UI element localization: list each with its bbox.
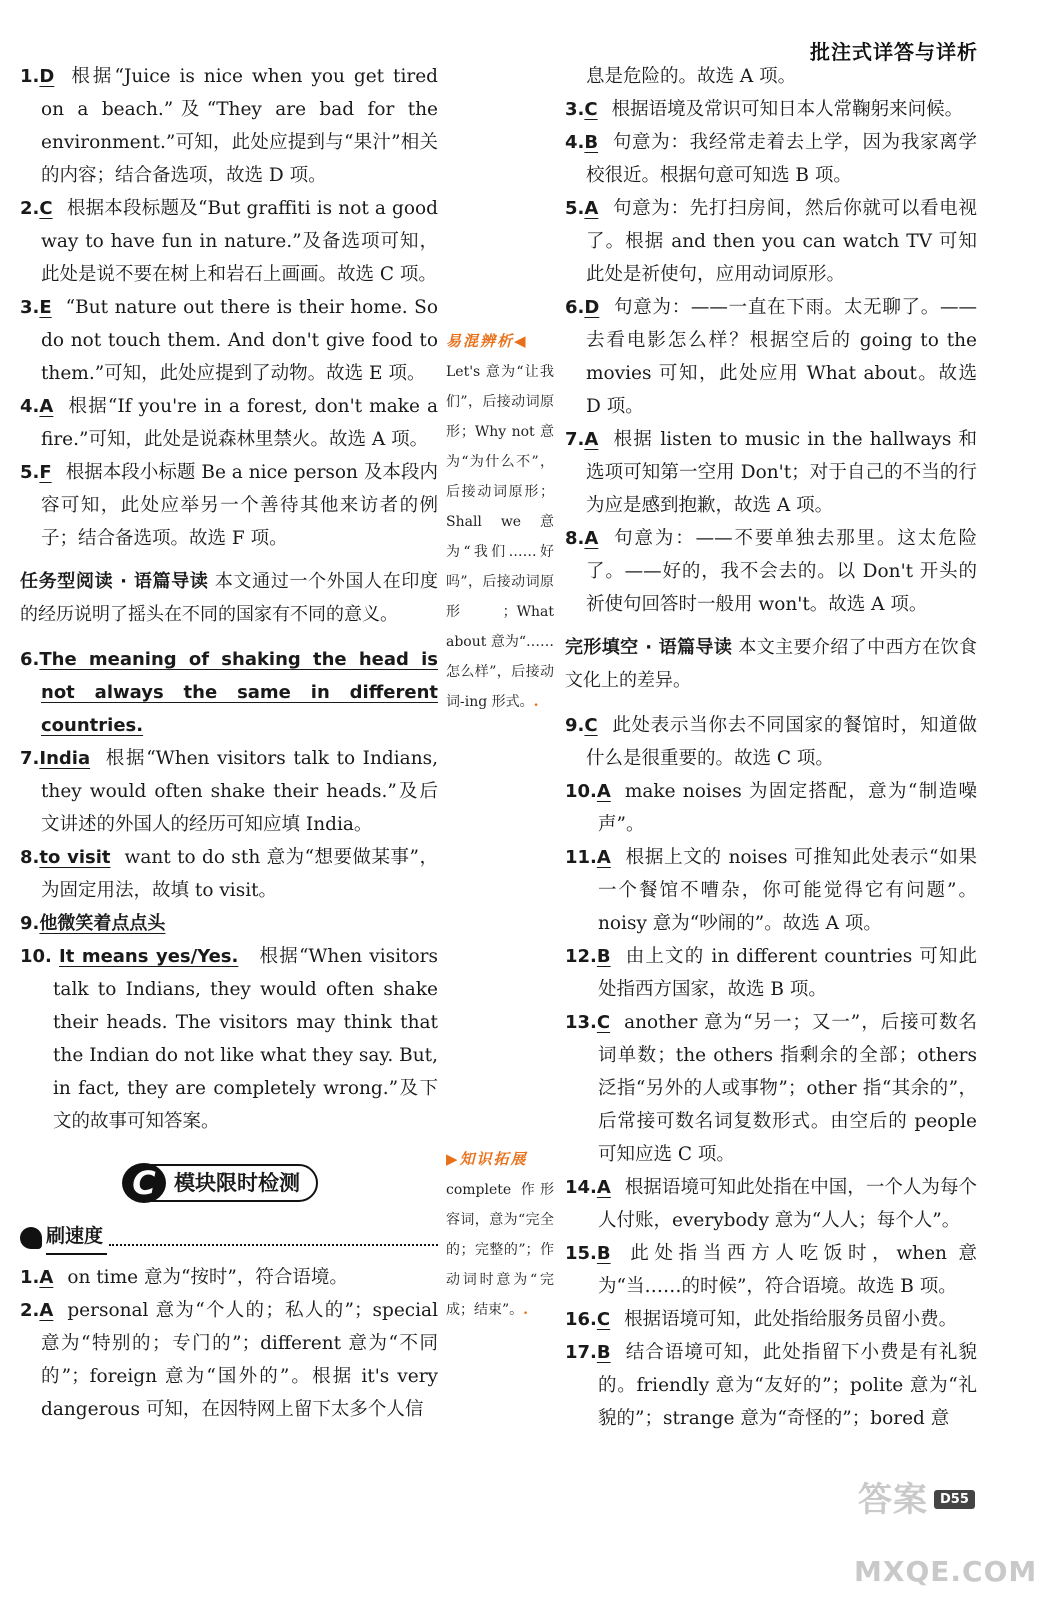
answer-number: 9. xyxy=(565,715,585,736)
answer-item xyxy=(20,291,438,390)
left-answer-list-a xyxy=(20,60,438,555)
answer-number: 1. xyxy=(20,66,40,87)
answer-key: A xyxy=(39,1267,54,1288)
answer-key: D xyxy=(584,297,600,318)
answer-explanation: 根据“Juice is nice when you get tired on a beach.”及“They are bad for the environment.”可知，此处应提到与“果汁”相关的内容；结合备选项，故选 D 项。 xyxy=(41,66,438,186)
answer-item xyxy=(565,522,977,621)
answer-explanation: “But nature out there is their home. So do not touch them. And don't give food to them.”可知，此处应提到了动物。故选 E 项。 xyxy=(41,297,438,384)
sidenote-extension xyxy=(446,1148,554,1325)
watermark: 答案 MXQE.COM xyxy=(854,1480,1038,1588)
answer-explanation: 句意为：——不要单独去那里。这太危险了。——好的，我不会去的。以 Don't 开头的祈使句回答时一般用 won't。故选 A 项。 xyxy=(586,528,977,615)
reading-guide-title: 任务型阅读 · 语篇导读 xyxy=(20,571,209,592)
right-answer-list-b xyxy=(565,709,977,1435)
answer-explanation: 根据“When visitors talk to Indians, they would often shake their heads.”及后文讲述的外国人的经历可知应填 India。 xyxy=(41,748,438,835)
answer-item xyxy=(565,1303,977,1336)
answer-key: A xyxy=(596,847,611,868)
answer-explanation: 句意为：先打扫房间，然后你就可以看电视了。根据 and then you can watch TV 可知此处是祈使句，应用动词原形。 xyxy=(586,198,977,285)
answer-key: 他微笑着点点头 xyxy=(39,913,166,934)
answer-number: 9. xyxy=(20,913,40,934)
answer-item xyxy=(565,126,977,192)
answer-explanation: 结合语境可知，此处指留下小费是有礼貌的。friendly 意为“友好的”；polite 意为“礼貌的”；strange 意为“奇怪的”；bored 意 xyxy=(598,1342,977,1429)
answer-item xyxy=(20,60,438,192)
answer-explanation: want to do sth 意为“想要做某事”，为固定用法，故填 to visit。 xyxy=(41,847,438,901)
answer-key: It means yes/Yes. xyxy=(59,946,239,967)
dotted-divider xyxy=(109,1230,438,1246)
answer-number: 12. xyxy=(565,946,597,967)
answer-item xyxy=(20,192,438,291)
answer-key: B xyxy=(596,1243,611,1264)
answer-item xyxy=(565,1006,977,1171)
answer-item xyxy=(20,643,438,742)
answer-explanation: on time 意为“按时”，符合语境。 xyxy=(67,1267,348,1288)
answer-number: 7. xyxy=(565,429,585,450)
answer-number: 4. xyxy=(565,132,585,153)
answer-item xyxy=(565,93,977,126)
answer-number: 16. xyxy=(565,1309,597,1330)
answer-number: 11. xyxy=(565,847,597,868)
page-header-title: 批注式详答与详析 xyxy=(810,40,978,64)
answer-key: C xyxy=(596,1309,611,1330)
sidenote-confusion-text: Let's 意为“让我们”，后接动词原形；Why not 意为“为什么不”，后接动词原形；Shall we 意为“我们……好吗”，后接动词原形；What about 意为“……怎么样”，后接动词-ing 形式。. xyxy=(446,364,554,710)
answer-key: C xyxy=(39,198,53,219)
answer-explanation: 由上文的 in different countries 可知此处指西方国家，故选 B 项。 xyxy=(598,946,977,1000)
answer-key: C xyxy=(584,99,598,120)
answer-key: A xyxy=(596,781,611,802)
sidenote-confusion xyxy=(446,330,554,717)
right-answer-list-a xyxy=(565,93,977,621)
answer-item xyxy=(565,192,977,291)
answer-item xyxy=(565,775,977,841)
answer-explanation: 根据“When visitors talk to Indians, they would often shake their heads. The visitors may think that the Indian do not like what they say. But, in fact, they are completely wrong.”及下文的故事可知答案。 xyxy=(53,946,438,1132)
answer-item xyxy=(565,940,977,1006)
reading-guide xyxy=(20,565,438,631)
answer-key: D xyxy=(39,66,55,87)
left-column xyxy=(20,60,438,1426)
answer-key: F xyxy=(39,462,52,483)
speed-practice-heading xyxy=(20,1220,438,1255)
answer-item xyxy=(565,423,977,522)
answer-number: 6. xyxy=(565,297,585,318)
answer-number: 10. xyxy=(20,946,52,967)
answer-explanation: 句意为：——一直在下雨。太无聊了。——去看电影怎么样？根据空后的 going to the movies 可知，此处应用 What about。故选 D 项。 xyxy=(586,297,977,417)
answer-continuation: 息是危险的。故选 A 项。 xyxy=(586,66,797,87)
answer-explanation: 根据语境及常识可知日本人常鞠躬来问候。 xyxy=(611,99,964,120)
cloze-guide xyxy=(565,631,977,697)
answer-number: 5. xyxy=(565,198,585,219)
left-answer-list-b xyxy=(20,643,438,940)
answer-number: 3. xyxy=(565,99,585,120)
answer-explanation: 根据 listen to music in the hallways 和选项可知第一空用 Don't；对于自己的不当的行为应是感到抱歉，故选 A 项。 xyxy=(586,429,977,516)
answer-number: 2. xyxy=(20,198,40,219)
answer-number: 5. xyxy=(20,462,40,483)
speed-practice-title: 刷速度 xyxy=(46,1220,107,1255)
answer-explanation: 根据上文的 noises 可推知此处表示“如果一个餐馆不嘈杂，你可能觉得它有问题”。noisy 意为“吵闹的”。故选 A 项。 xyxy=(598,847,977,934)
answer-explanation: make noises 为固定搭配，意为“制造噪声”。 xyxy=(598,781,977,835)
answer-number: 13. xyxy=(565,1012,597,1033)
answer-explanation: 此处表示当你去不同国家的餐馆时，知道做什么是很重要的。故选 C 项。 xyxy=(586,715,977,769)
arrow-left-icon: ◀ xyxy=(514,332,528,350)
answer-key: B xyxy=(596,1342,611,1363)
answer-item xyxy=(565,1336,977,1435)
left-answer-list-c xyxy=(20,1261,438,1426)
right-column xyxy=(565,60,977,1435)
answer-key: The meaning of shaking the head is not always the same in different countries. xyxy=(39,649,438,736)
sidenote-extension-text: complete 作形容词，意为“完全的；完整的”；作动词时意为“完成；结束”。. xyxy=(446,1182,554,1318)
module-test-title: 模块限时检测 xyxy=(174,1170,300,1195)
cloze-guide-text: 本文主要介绍了中西方在饮食文化上的差异。 xyxy=(565,637,977,691)
answer-number: 7. xyxy=(20,748,40,769)
answer-item xyxy=(20,841,438,907)
answer-item-10 xyxy=(20,940,438,1138)
answer-number: 4. xyxy=(20,396,40,417)
answer-item xyxy=(565,709,977,775)
answer-key: A xyxy=(584,198,599,219)
answer-number: 14. xyxy=(565,1177,597,1198)
answer-number: 8. xyxy=(565,528,585,549)
page-number: D55 xyxy=(934,1490,975,1509)
answer-explanation: 句意为：我经常走着去上学，因为我家离学校很近。根据句意可知选 B 项。 xyxy=(586,132,977,186)
reading-guide-text: 本文通过一个外国人在印度的经历说明了摇头在不同的国家有不同的意义。 xyxy=(20,571,438,625)
module-letter-badge: C xyxy=(122,1163,166,1203)
answer-item xyxy=(565,1171,977,1237)
sidenote-extension-title: ▶知识拓展 xyxy=(446,1150,528,1168)
answer-item xyxy=(20,1294,438,1426)
answer-number: 3. xyxy=(20,297,40,318)
answer-number: 17. xyxy=(565,1342,597,1363)
answer-key: A xyxy=(39,396,54,417)
answer-number: 2. xyxy=(20,1300,40,1321)
answer-explanation: 根据语境可知，此处指给服务员留小费。 xyxy=(624,1309,958,1330)
answer-key: A xyxy=(584,429,599,450)
answer-number: 10. xyxy=(565,781,597,802)
answer-item xyxy=(20,390,438,456)
answer-number: 6. xyxy=(20,649,40,670)
answer-key: A xyxy=(39,1300,54,1321)
answer-item xyxy=(565,291,977,423)
answer-number: 1. xyxy=(20,1267,40,1288)
speech-bubble-icon xyxy=(20,1227,42,1249)
answer-item xyxy=(20,907,438,940)
answer-key: B xyxy=(584,132,599,153)
answer-item xyxy=(20,742,438,841)
answer-key: E xyxy=(39,297,52,318)
answer-explanation: personal 意为“个人的；私人的”；special 意为“特别的；专门的”；different 意为“不同的”；foreign 意为“国外的”。根据 it's very dangerous 可知，在因特网上留下太多个人信 xyxy=(41,1300,438,1420)
cloze-guide-title: 完形填空 · 语篇导读 xyxy=(565,637,733,658)
answer-explanation: 根据本段标题及“But graffiti is not a good way to have fun in nature.”及备选项可知，此处是说不要在树上和岩石上画画。故选 C 项。 xyxy=(41,198,438,285)
answer-explanation: 根据本段小标题 Be a nice person 及本段内容可知，此处应举另一个善待其他来访者的例子；结合备选项。故选 F 项。 xyxy=(41,462,438,549)
answer-explanation: 根据语境可知此处指在中国，一个人为每个人付账，everybody 意为“人人；每个人”。 xyxy=(598,1177,977,1231)
answer-explanation: 根据“If you're in a forest, don't make a fire.”可知，此处是说森林里禁火。故选 A 项。 xyxy=(41,396,438,450)
module-test-banner xyxy=(128,1164,318,1202)
answer-explanation: 此处指当西方人吃饭时，when 意为“当……的时候”，符合语境。故选 B 项。 xyxy=(598,1243,977,1297)
answer-key: India xyxy=(39,748,91,769)
answer-item xyxy=(20,1261,438,1294)
answer-number: 15. xyxy=(565,1243,597,1264)
answer-item xyxy=(565,841,977,940)
answer-key: A xyxy=(596,1177,611,1198)
answer-key: B xyxy=(596,946,611,967)
answer-key: C xyxy=(584,715,598,736)
answer-key: to visit xyxy=(39,847,111,868)
answer-key: C xyxy=(596,1012,611,1033)
answer-key: A xyxy=(584,528,599,549)
answer-item xyxy=(565,1237,977,1303)
sidenote-confusion-title: 易混辨析◀ xyxy=(446,332,528,350)
answer-explanation: another 意为“另一；又一”，后接可数名词单数；the others 指剩余的全部；others 泛指“另外的人或事物”；other 指“其余的”，后常接可数名词复数形式。由空后的 people 可知应选 C 项。 xyxy=(598,1012,977,1165)
answer-item xyxy=(20,456,438,555)
arrow-right-icon: ▶ xyxy=(446,1150,460,1168)
answer-number: 8. xyxy=(20,847,40,868)
